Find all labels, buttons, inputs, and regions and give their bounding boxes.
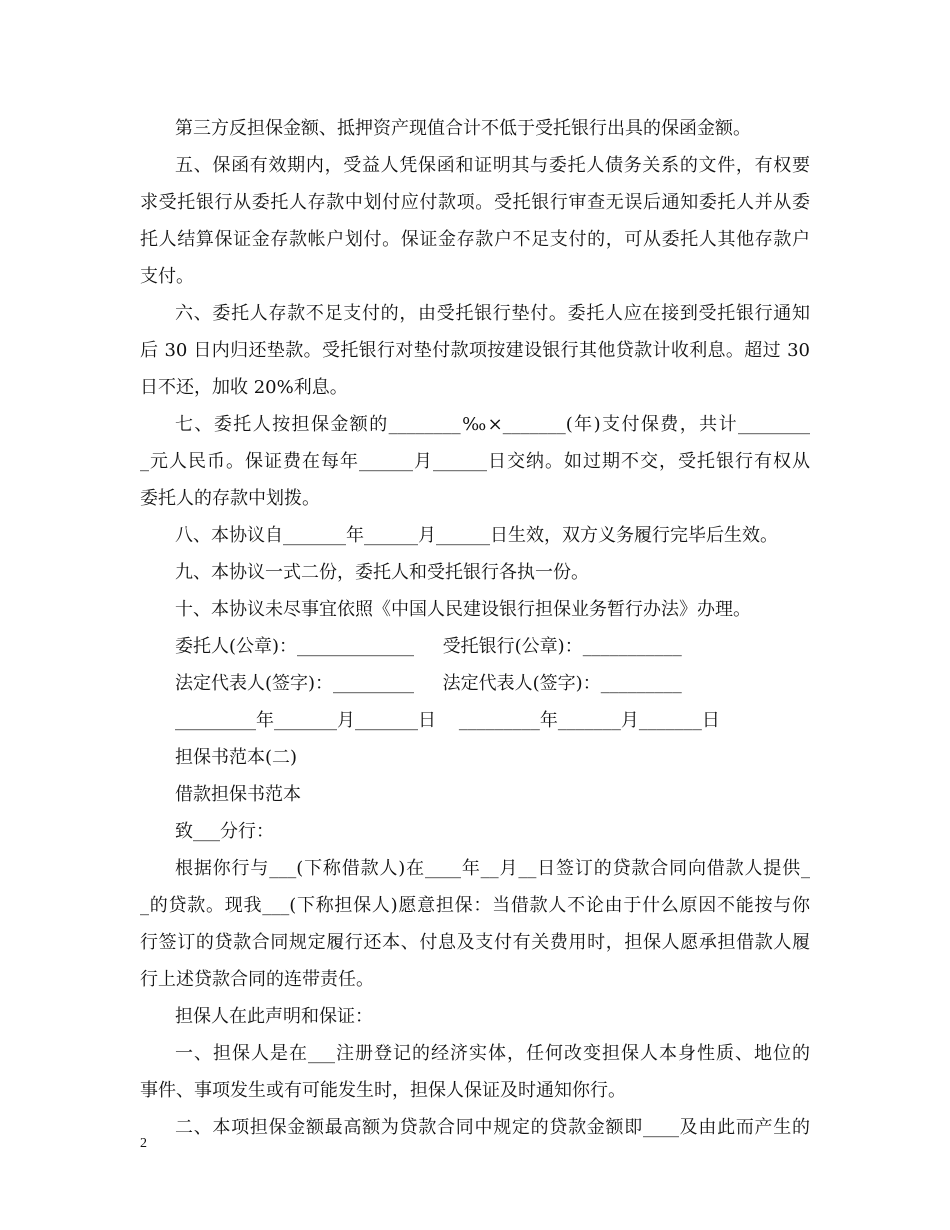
text-line: 后 30 日内归还垫款。受托银行对垫付款项按建设银行其他贷款计收利息。超过 30 [140, 340, 810, 361]
text-line: 支付。 [140, 266, 194, 287]
text-line: 二、本项担保金额最高额为贷款合同中规定的贷款金额即____及由此而产生的 [175, 1117, 810, 1138]
signature-line-representative: 法定代表人(签字)：_________ 法定代表人(签字)：_________ [175, 673, 682, 694]
section-title: 借款担保书范本 [175, 784, 301, 805]
text-line: 担保人在此声明和保证： [175, 1006, 373, 1027]
signature-line-seal: 委托人(公章)：_____________ 受托银行(公章)：___________ [175, 636, 682, 657]
text-line: 十、本协议未尽事宜依照《中国人民建设银行担保业务暂行办法》办理。 [175, 599, 751, 620]
text-line: 五、保函有效期内，受益人凭保函和证明其与委托人债务关系的文件，有权要 [175, 155, 810, 176]
text-line: 六、委托人存款不足支付的，由受托银行垫付。委托人应在接到受托银行通知 [175, 303, 810, 324]
text-line: _元人民币。保证费在每年______月______日交纳。如过期不交，受托银行有权从 [140, 451, 810, 472]
text-line: 八、本协议自_______年______月______日生效，双方义务履行完毕后生效。 [175, 525, 778, 546]
text-line: 行上述贷款合同的连带责任。 [140, 969, 374, 990]
text-line: 一、担保人是在___注册登记的经济实体，任何改变担保人本身性质、地位的 [175, 1043, 810, 1064]
text-line: _的贷款。现我___(下称担保人)愿意担保：当借款人不论由于什么原因不能按与你 [140, 895, 810, 916]
text-line: 托人结算保证金存款帐户划付。保证金存款户不足支付的，可从委托人其他存款户 [140, 229, 810, 250]
text-line: 根据你行与___(下称借款人)在____年__月__日签订的贷款合同向借款人提供_ [175, 858, 810, 879]
text-line: 事件、事项发生或有可能发生时，担保人保证及时通知你行。 [140, 1080, 626, 1101]
text-line: 日不还，加收 20%利息。 [140, 377, 348, 398]
text-line: 行签订的贷款合同规定履行还本、付息及支付有关费用时，担保人愿承担借款人履 [140, 932, 810, 953]
text-line: 九、本协议一式二份，委托人和受托银行各执一份。 [175, 562, 589, 583]
salutation: 致___分行： [175, 821, 274, 842]
text-line: 七、委托人按担保金额的________‰×_______(年)支付保费，共计________ [175, 414, 810, 435]
section-heading: 担保书范本(二) [175, 747, 298, 768]
text-line: 求受托银行从委托人存款中划付应付款项。受托银行审查无误后通知委托人并从委 [140, 192, 810, 213]
page-number: 2 [140, 1136, 147, 1151]
text-line: 委托人的存款中划拨。 [140, 488, 320, 509]
signature-line-date: _________年_______月_______日 _________年_______月_______日 [175, 710, 720, 731]
text-line: 第三方反担保金额、抵押资产现值合计不低于受托银行出具的保函金额。 [175, 118, 751, 139]
